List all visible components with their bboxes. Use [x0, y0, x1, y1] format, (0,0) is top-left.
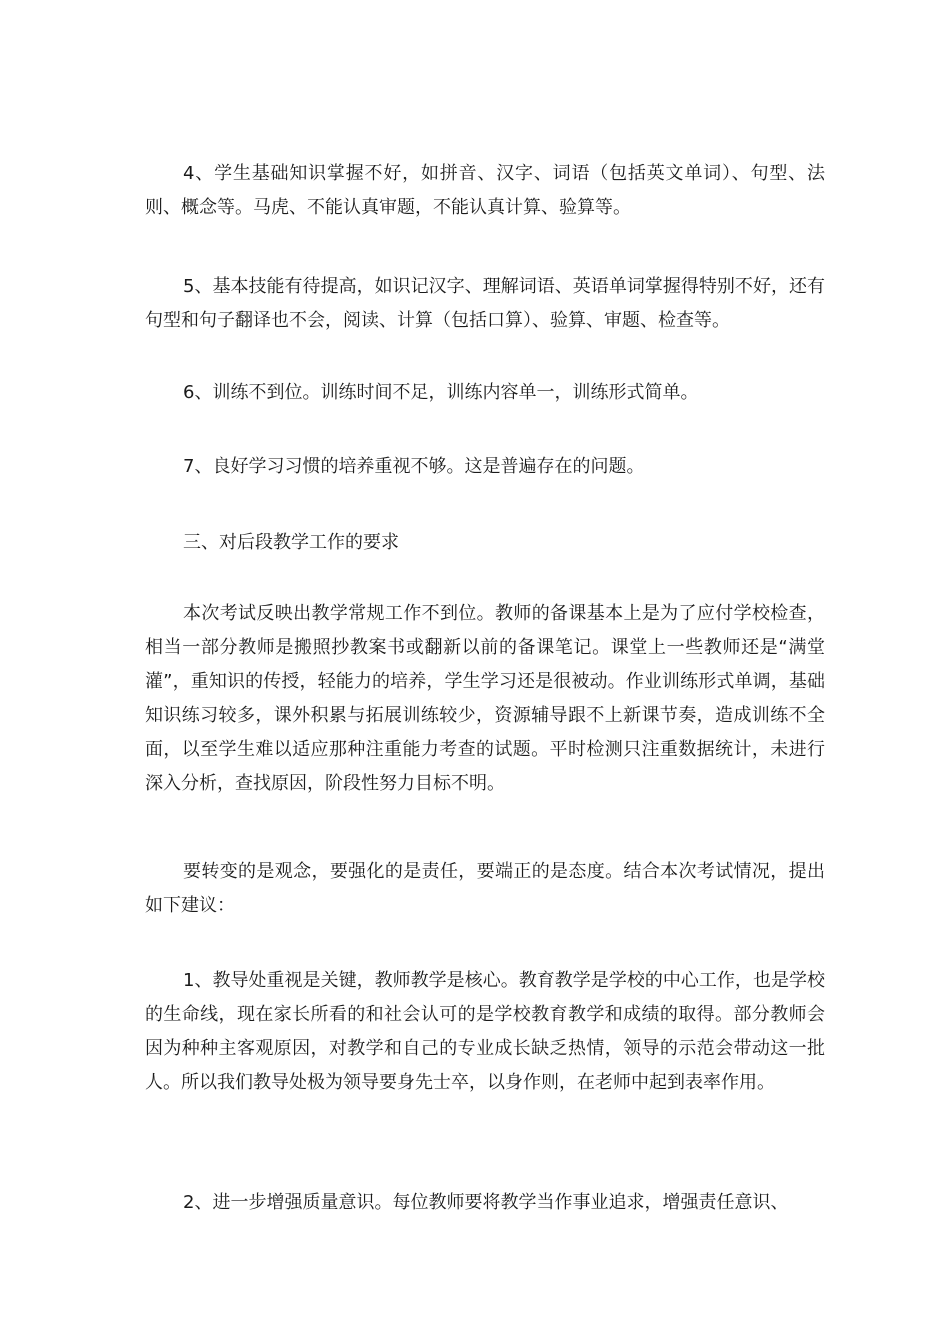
- paragraph-item-6: 6、训练不到位。训练时间不足，训练内容单一，训练形式简单。: [183, 382, 699, 403]
- paragraph-analysis: 本次考试反映出教学常规工作不到位。教师的备课基本上是为了应付学校检查，相当一部分教师是搬照抄教案书或翻新以前的备课笔记。课堂上一些教师还是“满堂灌”，重知识的传授，轻能力的培养，学生学习还是很被动。作业训练形式单调，基础知识练习较多，课外积累与拓展训练较少，资源辅导跟不上新课节奏，造成训练不全面，以至学生难以适应那种注重能力考查的试题。平时检测只注重数据统计，未进行深入分析，查找原因，阶段性努力目标不明。: [145, 603, 825, 794]
- paragraph-suggestion-1: 1、教导处重视是关键，教师教学是核心。教育教学是学校的中心工作，也是学校的生命线，现在家长所看的和社会认可的是学校教育教学和成绩的取得。部分教师会因为种种主客观原因，对教学和自己的专业成长缺乏热情，领导的示范会带动这一批人。所以我们教导处极为领导要身先士卒，以身作则，在老师中起到表率作用。: [145, 970, 825, 1093]
- paragraph-item-4: 4、学生基础知识掌握不好，如拼音、汉字、词语（包括英文单词）、句型、法则、概念等。马虎、不能认真审题，不能认真计算、验算等。: [145, 163, 825, 218]
- paragraph-suggestion-2: 2、进一步增强质量意识。每位教师要将教学当作事业追求，增强责任意识、: [183, 1192, 789, 1213]
- paragraph-suggestion-intro: 要转变的是观念，要强化的是责任，要端正的是态度。结合本次考试情况，提出如下建议：: [145, 861, 825, 916]
- section-heading: 三、对后段教学工作的要求: [183, 532, 399, 553]
- paragraph-item-7: 7、良好学习习惯的培养重视不够。这是普遍存在的问题。: [183, 456, 645, 477]
- paragraph-item-5: 5、基本技能有待提高，如识记汉字、理解词语、英语单词掌握得特别不好，还有句型和句子翻译也不会，阅读、计算（包括口算）、验算、审题、检查等。: [145, 276, 825, 331]
